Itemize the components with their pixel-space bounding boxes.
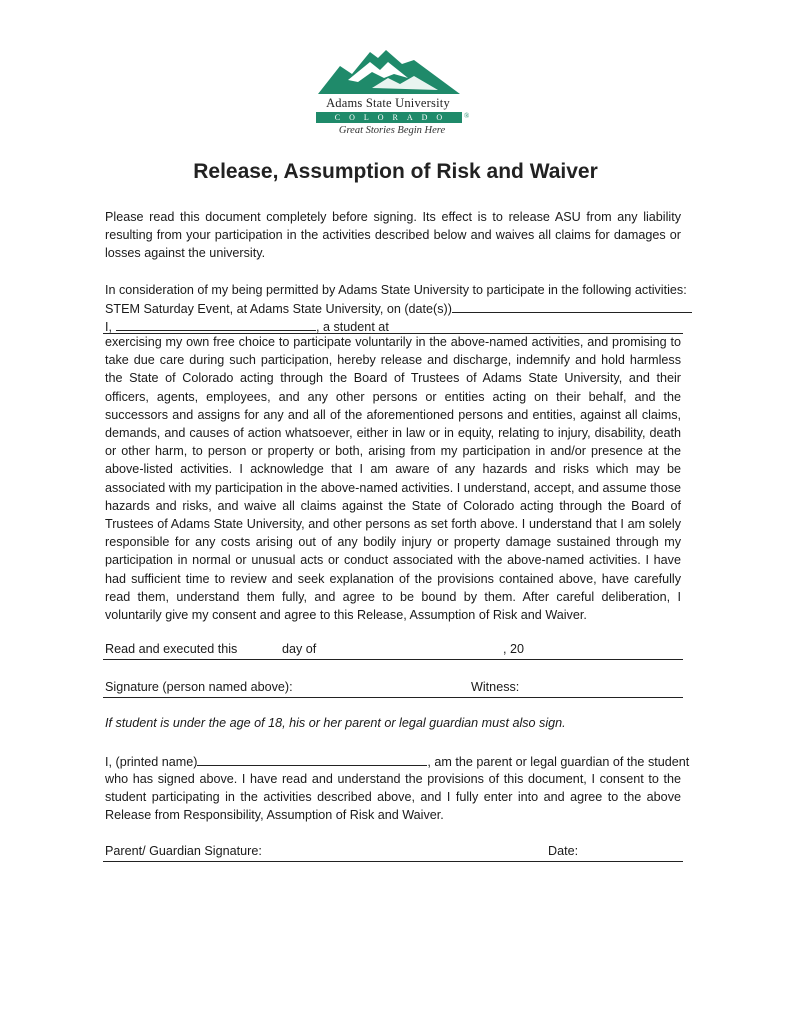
day-of-label: day of xyxy=(282,642,317,656)
release-body-paragraph: exercising my own free choice to participate voluntarily in the above-named activities, and promising to take due care during such participation, hereby release and discharge, indemnify and hold harmless the State of Colorado acting through the Board of Trustees of Adams State University, and their officers, agents, employees, and any other persons or entities acting on their behalf, and the successors and assigns for any and all of the aforementioned persons and entities, against all claims, demands, and causes of action whatsoever, either in law or in equity, relating to injury, disability, death or other harm, to person or property or both, arising from my participation in and/or presence at the above-listed activities. I acknowledge that I am aware of any hazards and risks which may be associated with my participation in the above-named activities. I understand, accept, and assume those hazards and risks, and waive all claims against the State of Colorado acting through the Board of Trustees of Adams State University, and other persons as set forth above. I understand that I am solely responsible for any costs arising out of any bodily injury or property damage sustained through my participation in normal or unusual acts or conduct associated with the above-named activities. I have had sufficient time to review and seek explanation of the provisions contained above, have carefully read them, understand them fully, and agree to be bound by them. After careful deliberation, I voluntarily give my consent and agree to this Release, Assumption of Risk and Waiver. xyxy=(105,335,681,623)
guardian-suffix: , am the parent or legal guardian of the student xyxy=(427,755,690,769)
guardian-name-field[interactable] xyxy=(197,752,427,766)
executed-line[interactable] xyxy=(103,659,683,660)
consideration-line-1: In consideration of my being permitted by Adams State University to participate in the following activities: xyxy=(105,283,687,297)
guardian-prefix: I, (printed name) xyxy=(105,755,198,769)
document-title: Release, Assumption of Risk and Waiver xyxy=(193,160,598,183)
guardian-paragraph: who has signed above. I have read and understand the provisions of this document, I consent to the student participating in the activities described above, and I fully enter into and agree to the above Release from Responsibility, Assumption of Risk and Waiver. xyxy=(105,772,681,823)
logo-university-name: Adams State University xyxy=(326,96,450,110)
signature-line[interactable] xyxy=(103,697,683,698)
year-label: , 20 xyxy=(503,642,525,656)
guardian-line-1 xyxy=(105,752,690,771)
guardian-signature-label: Parent/ Guardian Signature: xyxy=(105,844,262,858)
registered-mark: ® xyxy=(464,112,470,120)
student-i-label: I, xyxy=(105,320,112,334)
intro-paragraph: Please read this document completely before signing. Its effect is to release ASU from any liability resulting from your participation in the activities described below and waives all claims for damages or losses against the university. xyxy=(105,210,681,261)
logo-tagline: Great Stories Begin Here xyxy=(338,125,446,136)
minor-notice: If student is under the age of 18, his or her parent or legal guardian must also sign. xyxy=(105,716,566,730)
consideration-line-2 xyxy=(105,299,681,318)
witness-label: Witness: xyxy=(471,680,520,694)
student-at-label: , a student at xyxy=(316,320,389,334)
event-text: STEM Saturday Event, at Adams State University, on (date(s)) xyxy=(105,302,452,316)
student-name-field[interactable] xyxy=(116,317,316,331)
executed-label: Read and executed this xyxy=(105,642,238,656)
guardian-date-label: Date: xyxy=(548,844,579,858)
date-field[interactable] xyxy=(452,299,692,313)
university-logo xyxy=(312,44,474,144)
logo-state-bar: COLORADO xyxy=(316,112,462,123)
guardian-signature-line[interactable] xyxy=(103,861,683,862)
mountain-logo-icon xyxy=(318,44,460,96)
signature-label: Signature (person named above): xyxy=(105,680,293,694)
